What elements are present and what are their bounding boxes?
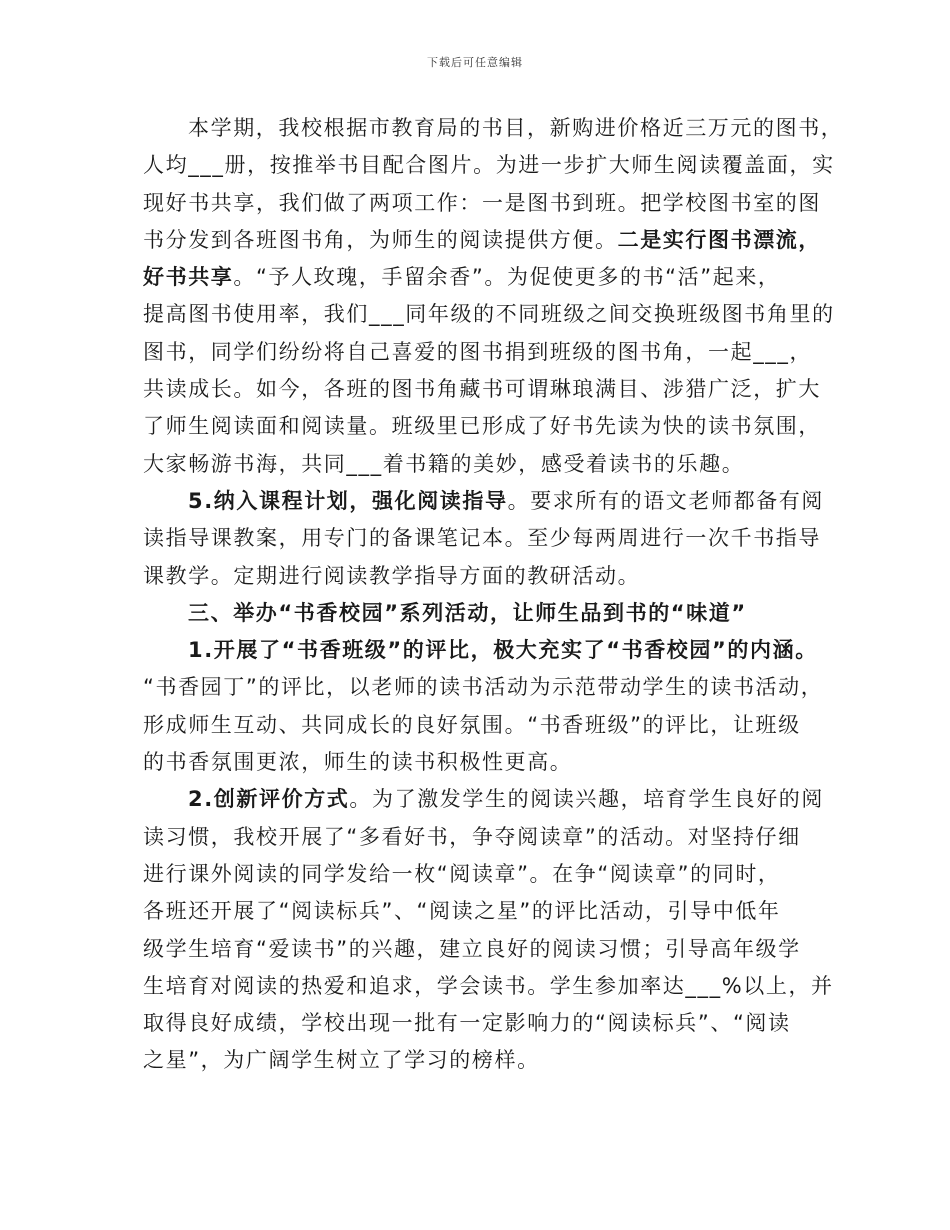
bold-text-segment: 2.创新评价方式 — [188, 787, 350, 812]
text-line — [143, 147, 833, 184]
text-line — [143, 520, 833, 557]
text-line — [143, 707, 833, 744]
text-line — [143, 185, 833, 222]
text-line — [143, 334, 833, 371]
text-segment: 现好书共享，我们做了两项工作：一是图书到班。把学校图书室的图 — [143, 190, 821, 215]
text-line — [143, 632, 833, 669]
text-segment: 级学生培育“爱读书”的兴趣，建立良好的阅读习惯；引导高年级学 — [143, 936, 801, 961]
text-line — [143, 296, 833, 333]
text-segment: 读习惯，我校开展了“多看好书，争夺阅读章”的活动。对坚持仔细 — [143, 824, 801, 849]
text-segment: 图书，同学们纷纷将自己喜爱的图书捐到班级的图书角，一起___， — [143, 339, 813, 364]
text-segment: 形成师生互动、共同成长的良好氛围。“书香班级”的评比，让班级 — [143, 712, 801, 737]
text-line — [143, 819, 833, 856]
text-line — [143, 744, 833, 781]
document-body — [143, 110, 844, 1080]
text-segment: 。“予人玫瑰，手留余香”。为促使更多的书“活”起来， — [233, 265, 781, 290]
text-line — [143, 259, 833, 296]
text-segment: 进行课外阅读的同学发给一枚“阅读章”。在争“阅读章”的同时， — [143, 861, 781, 886]
bold-text-segment: 三、举办“书香校园”系列活动，让师生品到书的“味道” — [188, 600, 747, 625]
text-line — [143, 371, 833, 408]
text-line — [143, 1042, 833, 1079]
text-line — [143, 669, 833, 706]
text-segment: 本学期，我校根据市教育局的书目，新购进价格近三万元的图书， — [188, 116, 844, 140]
text-segment: 大家畅游书海，共同___着书籍的美妙，感受着读书的乐趣。 — [143, 451, 745, 476]
text-segment: 。为了激发学生的阅读兴趣，培育学生良好的阅 — [349, 787, 824, 812]
text-line — [143, 856, 833, 893]
text-segment: 生培育对阅读的热爱和追求，学会读书。学生参加率达___%以上，并 — [143, 973, 834, 998]
text-line — [143, 408, 833, 445]
text-segment: “书香园丁”的评比，以老师的读书活动为示范带动学生的读书活动， — [143, 675, 824, 700]
text-segment: 人均___册，按推举书目配合图片。为进一步扩大师生阅读覆盖面，实 — [143, 153, 835, 178]
text-segment: 读指导课教案，用专门的备课笔记本。至少每两周进行一次千书指导 — [143, 526, 821, 551]
bold-text-segment: 5.纳入课程计划，强化阅读指导 — [188, 488, 508, 513]
text-segment: 课教学。定期进行阅读教学指导方面的教研活动。 — [143, 563, 641, 588]
text-line — [143, 446, 833, 483]
text-segment: 书分发到各班图书角，为师生的阅读提供方便。 — [143, 227, 618, 252]
text-segment: 的书香氛围更浓，师生的读书积极性更高。 — [143, 750, 573, 775]
text-segment: 共读成长。如今，各班的图书角藏书可谓琳琅满目、涉猎广泛，扩大 — [143, 377, 821, 402]
text-segment: 。要求所有的语文老师都备有阅 — [507, 488, 824, 513]
text-line — [143, 1005, 833, 1042]
page-header: 下载后可任意编辑 — [427, 56, 523, 69]
text-segment: 之星”，为广阔学生树立了学习的榜样。 — [143, 1048, 540, 1073]
text-segment: 取得良好成绩，学校出现一批有一定影响力的“阅读标兵”、“阅读 — [143, 1011, 791, 1036]
text-line — [143, 781, 833, 818]
text-line — [143, 483, 833, 520]
text-line — [143, 595, 833, 632]
text-line — [143, 222, 833, 259]
bold-text-segment: 好书共享 — [143, 265, 234, 290]
text-segment: 各班还开展了“阅读标兵”、“阅读之星”的评比活动，引导中低年 — [143, 899, 781, 924]
bold-text-segment: 1.开展了“书香班级”的评比，极大充实了“书香校园”的内涵。 — [188, 638, 818, 663]
text-line — [143, 931, 833, 968]
bold-text-segment: 二是实行图书漂流， — [617, 227, 822, 252]
text-line — [143, 893, 833, 930]
text-line — [143, 558, 833, 595]
text-line — [143, 968, 833, 1005]
text-segment: 提高图书使用率，我们___同年级的不同班级之间交换班级图书角里的 — [143, 302, 835, 327]
text-segment: 了师生阅读面和阅读量。班级里已形成了好书先读为快的读书氛围， — [143, 414, 821, 439]
text-line — [143, 110, 844, 147]
